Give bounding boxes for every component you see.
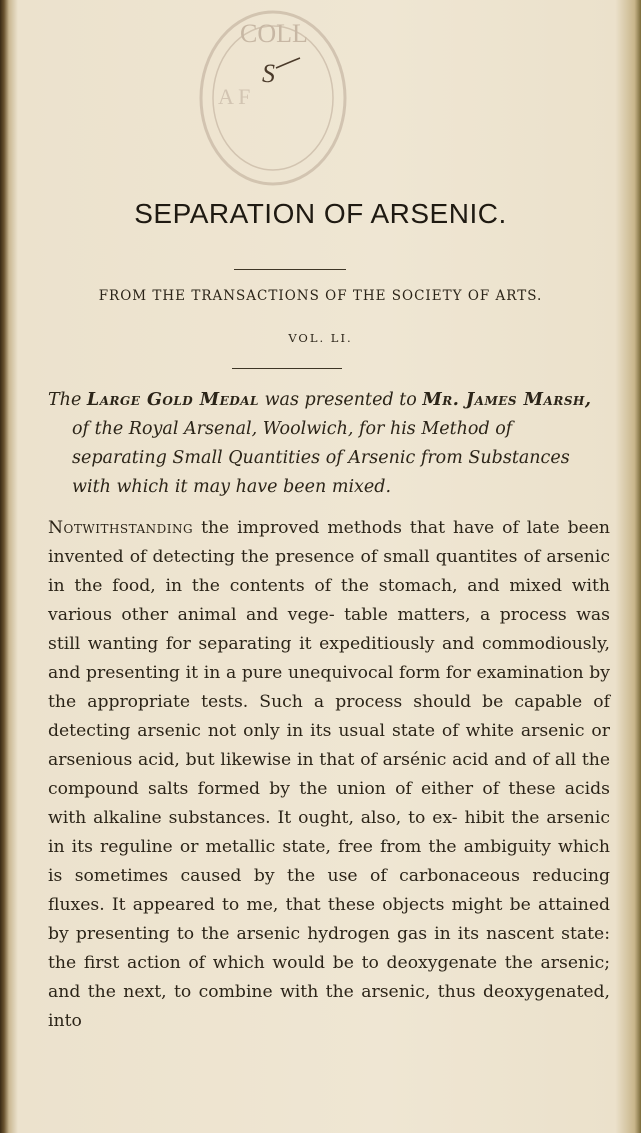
- divider-top: [234, 269, 346, 270]
- body-paragraph: the improved methods that have of late been invented of detecting the presence of small quantites of arsenic in the food, in the contents of the stomach, and mixed with various other animal and vege- table matters, a process was still wanting for separating it expeditiously and commodiously, and presenting it in a pure unequivocal form for examination by the appropriate tests. Such a process should be capable of detecting arsenic not only in its usual state of white arsenic or arsenious acid, but likewise in that of arsénic acid and of all the compound salts formed by the union of either of these acids with alkaline substances. It ought, also, to ex- hibit the arsenic in its reguline or metallic state, free from the ambiguity which is sometimes caused by the use of carbonaceous reducing fluxes. It appeared to me, that these objects might be attained by presenting to the arsenic hydrogen gas in its nascent state: the first action of which would be to deoxygenate the arsenic; and the next, to combine with the arsenic, thus deoxygenated, into: [48, 518, 610, 1031]
- stamp-side-letters: A F: [218, 84, 251, 109]
- stamp-top-letters: COLL: [240, 19, 308, 48]
- library-stamp: [188, 4, 358, 192]
- intro-presented: was presented to: [264, 390, 417, 410]
- body-text: [48, 514, 610, 1036]
- volume-line: VOL. LI.: [288, 331, 353, 345]
- page-title: SEPARATION OF ARSENIC.: [134, 198, 507, 229]
- intro-the: The: [48, 390, 82, 410]
- medal-name: Large Gold Medal: [86, 390, 259, 410]
- award-statement: [48, 386, 608, 502]
- intro-rest: of the Royal Arsenal, Woolwich, for his Method of separating Small Quantities of Arsenic from Substances with which it may have been mixed.: [72, 419, 570, 497]
- stamp-monogram: S: [262, 59, 275, 88]
- lead-word: Notwithstanding: [48, 518, 194, 538]
- divider-bottom: [232, 368, 342, 369]
- source-line: FROM THE TRANSACTIONS OF THE SOCIETY OF ARTS.: [98, 288, 543, 304]
- recipient-name: Mr. James Marsh,: [422, 390, 592, 410]
